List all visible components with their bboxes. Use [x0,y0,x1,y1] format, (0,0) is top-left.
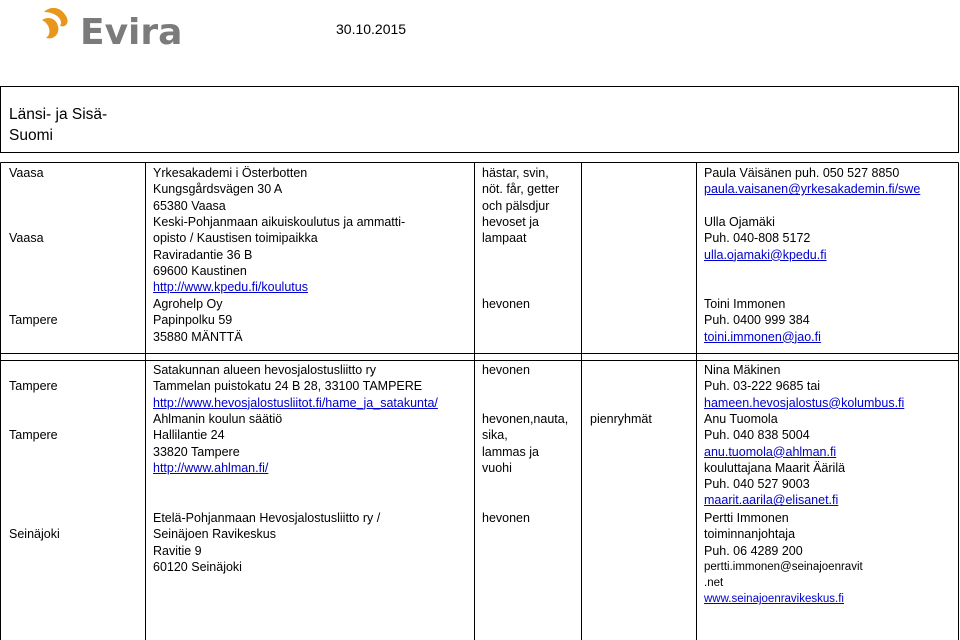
row-6-email-2: .net [704,577,724,590]
row-2-animals: hevoset ja lampaat [482,215,539,246]
row-4-city: Tampere [9,379,58,393]
row-2-contact: Ulla Ojamäki Puh. 040-808 5172 ulla.ojamaki@kpedu.fi [704,215,827,262]
row-5-contact: Anu Tuomola Puh. 040 838 5004 anu.tuomola@ahlman.fi kouluttajana Maarit Äärilä Puh. 040 527 9003 maarit.aarila@elisanet.fi [704,412,846,508]
row-3-org: Agrohelp Oy Papinpolku 59 35880 MÄNTTÄ [153,297,243,344]
document-date: 30.10.2015 [336,21,407,37]
row-1-contact-link[interactable]: paula.vaisanen@yrkesakademin.fi/swe [704,182,921,197]
row-5-contact2-link[interactable]: maarit.aarila@elisanet.fi [704,493,839,508]
region-heading [9,104,107,146]
row-2-contact-link[interactable]: ulla.ojamaki@kpedu.fi [704,247,827,262]
row-4-animals: hevonen [482,363,530,377]
row-3-animals: hevonen [482,297,530,311]
row-5-org-link[interactable]: http://www.ahlman.fi/ [153,460,269,475]
row-6-contact-link[interactable]: www.seinajoenravikeskus.fi [704,593,844,606]
row-2-city: Vaasa [9,231,44,245]
row-5-extra: pienryhmät [590,412,652,426]
row-1-contact: Paula Väisänen puh. 050 527 8850 paula.vaisanen@yrkesakademin.fi/swe [704,166,921,197]
row-5-animals: hevonen,nauta, sika, lammas ja vuohi [482,412,569,475]
row-2-org-link[interactable]: http://www.kpedu.fi/koulutus [153,280,308,295]
row-6-contact: Pertti Immonen toiminnanjohtaja Puh. 06 4289 200 pertti.immonen@seinajoenravit .net www.seinajoenravikeskus.fi [704,510,863,608]
row-1-city: Vaasa [9,166,44,180]
row-4-org-link[interactable]: http://www.hevosjalostusliitot.fi/hame_ja_satakunta/ [153,395,438,410]
region-line-1: Länsi- ja Sisä- [9,106,108,123]
row-4-contact: Nina Mäkinen Puh. 03-222 9685 tai hameen.hevosjalostus@kolumbus.fi [704,363,905,410]
row-4-contact-link[interactable]: hameen.hevosjalostus@kolumbus.fi [704,395,905,410]
row-6-email: pertti.immonen@seinajoenravit [704,560,863,573]
region-line-2: Suomi [9,127,53,144]
row-5-org: Ahlmanin koulun säätiö Hallilantie 24 33820 Tampere http://www.ahlman.fi/ [153,412,283,475]
row-3-city: Tampere [9,313,58,327]
row-6-animals: hevonen [482,511,530,525]
row-1-org: Yrkesakademi i Österbotten Kungsgårdsvägen 30 A 65380 Vaasa [153,166,308,213]
row-2-org: Keski-Pohjanmaan aikuiskoulutus ja ammatti- opisto / Kaustisen toimipaikka Raviradantie 36 B 69600 Kaustinen http://www.kpedu.fi/koulutus [153,215,406,295]
row-6-city: Seinäjoki [9,527,60,541]
row-1-animals: hästar, svin, nöt. får, getter och pälsdjur [482,166,560,213]
row-6-org: Etelä-Pohjanmaan Hevosjalostusliitto ry / Seinäjoen Ravikeskus Ravitie 9 60120 Seinäjoki [153,511,381,574]
row-3-contact: Toini Immonen Puh. 0400 999 384 toini.immonen@jao.fi [704,297,821,344]
row-5-city: Tampere [9,428,58,442]
row-4-org: Satakunnan alueen hevosjalostusliitto ry Tammelan puistokatu 24 B 28, 33100 TAMPERE http://www.hevosjalostusliitot.fi/hame_ja_satakunta/ [153,363,438,410]
row-3-contact-link[interactable]: toini.immonen@jao.fi [704,329,821,344]
row-5-contact-link[interactable]: anu.tuomola@ahlman.fi [704,444,837,459]
logo-text: Evira [80,12,183,50]
